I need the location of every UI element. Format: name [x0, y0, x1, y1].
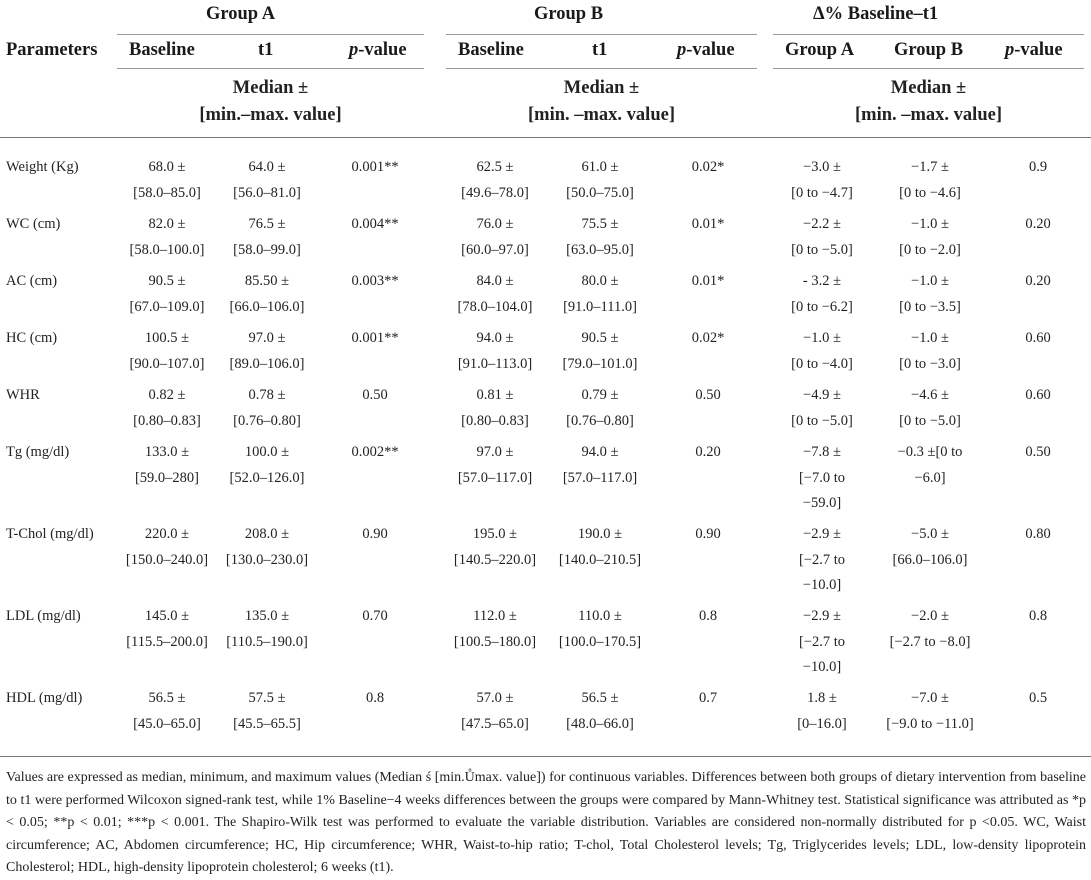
cell-line: 145.0 ± — [144, 608, 190, 624]
cell-line: [47.5–65.0] — [461, 715, 529, 732]
cell-b-p: 0.50 — [695, 387, 721, 403]
cell-line: [52.0–126.0] — [229, 469, 305, 486]
a-baseline-heading: Baseline — [129, 40, 195, 60]
cell-a-t1 — [233, 686, 301, 737]
cell-line: −1.0 ± — [911, 273, 949, 289]
cell-d-b — [890, 604, 971, 655]
cell-d-b — [899, 269, 961, 320]
cell-d-a — [799, 440, 845, 517]
cell-line: −1.0 ± — [911, 216, 949, 232]
cell-a-p: 0.70 — [362, 608, 388, 624]
cell-line: [0 to −4.0] — [791, 355, 853, 372]
cell-line: [48.0–66.0] — [566, 715, 634, 732]
cell-line: [89.0–106.0] — [229, 355, 305, 372]
cell-line: 135.0 ± — [244, 608, 290, 624]
cell-line: [−2.7 to −8.0] — [889, 633, 971, 650]
cell-line: [58.0–99.0] — [233, 241, 301, 258]
cell-line: [0 to −2.0] — [899, 241, 961, 258]
cell-a-base — [135, 440, 199, 491]
cell-line: 0.81 ± — [476, 387, 514, 403]
cell-d-p: 0.5 — [1028, 690, 1048, 706]
cell-a-t1 — [233, 383, 301, 434]
cell-d-a — [799, 604, 845, 681]
cell-line: [78.0–104.0] — [457, 298, 533, 315]
cell-line: 0.82 ± — [148, 387, 186, 403]
cell-a-base — [130, 269, 205, 320]
cell-line: [0 to −5.0] — [791, 412, 853, 429]
cell-d-p: 0.8 — [1028, 608, 1048, 624]
cell-line: [60.0–97.0] — [461, 241, 529, 258]
cell-a-t1 — [233, 212, 301, 263]
b-summary-heading: Median ± [min. –max. value] — [528, 78, 675, 125]
cell-line: −7.0 ± — [911, 690, 949, 706]
cell-line: −3.0 ± — [803, 159, 841, 175]
cell-line: [59.0–280] — [134, 469, 200, 486]
cell-line: 100.0 ± — [244, 444, 290, 460]
cell-b-t1 — [566, 212, 634, 263]
row-label: HC (cm) — [6, 330, 58, 346]
cell-d-b — [899, 326, 961, 377]
cell-line: 208.0 ± — [244, 526, 290, 542]
cell-line: −2.9 ± — [803, 526, 841, 542]
cell-a-base — [133, 383, 201, 434]
cell-a-base — [130, 212, 205, 263]
cell-d-p: 0.9 — [1028, 159, 1048, 175]
cell-b-base — [461, 212, 529, 263]
cell-line: 62.5 ± — [476, 159, 514, 175]
cell-d-b — [893, 522, 968, 573]
cell-line: [90.0–107.0] — [129, 355, 205, 372]
cell-a-t1 — [233, 155, 301, 206]
cell-line: [63.0–95.0] — [566, 241, 634, 258]
cell-line: [0 to −5.0] — [899, 412, 961, 429]
cell-line: [115.5–200.0] — [126, 633, 208, 650]
cell-line: - 3.2 ± — [802, 273, 842, 289]
delta-summary-heading: Median ± [min. –max. value] — [855, 78, 1002, 125]
cell-d-a — [791, 269, 853, 320]
cell-line: [100.5–180.0] — [453, 633, 537, 650]
cell-b-p: 0.8 — [698, 608, 718, 624]
cell-a-p: 0.90 — [362, 526, 388, 542]
cell-a-t1 — [230, 326, 305, 377]
cell-line: 85.50 ± — [244, 273, 290, 289]
cell-line: 68.0 ± — [148, 159, 186, 175]
cell-line: 0.79 ± — [581, 387, 619, 403]
a-pvalue-heading: p-value — [349, 40, 407, 60]
cell-b-base — [458, 440, 532, 491]
cell-line: −5.0 ± — [911, 526, 949, 542]
cell-d-a — [791, 155, 853, 206]
row-label: Weight (Kg) — [6, 159, 79, 175]
cell-line: 100.5 ± — [144, 330, 190, 346]
cell-line: 133.0 ± — [144, 444, 190, 460]
cell-d-a — [791, 383, 853, 434]
cell-line: [91.0–111.0] — [563, 298, 637, 315]
cell-d-a — [797, 686, 847, 737]
delta-subheading-rule — [773, 68, 1084, 69]
cell-line: [57.0–117.0] — [562, 469, 638, 486]
row-label: WC (cm) — [6, 216, 61, 232]
cell-line: [0 to −6.2] — [791, 298, 853, 315]
cell-line: [100.0–170.5] — [558, 633, 642, 650]
cell-line: [0 to −3.0] — [899, 355, 961, 372]
cell-line: [140.5–220.0] — [453, 551, 537, 568]
b-baseline-heading: Baseline — [458, 40, 524, 60]
a-subheading-rule — [117, 68, 424, 69]
cell-line: −1.0 ± — [803, 330, 841, 346]
cell-line: 61.0 ± — [581, 159, 619, 175]
cell-line: −6.0] — [914, 469, 946, 486]
cell-b-p: 0.90 — [695, 526, 721, 542]
cell-a-base — [126, 522, 208, 573]
cell-a-t1 — [230, 269, 305, 320]
cell-line: 75.5 ± — [581, 216, 619, 232]
cell-line: 1.8 ± — [807, 690, 837, 706]
cell-line: [0 to −4.6] — [899, 184, 961, 201]
row-label: AC (cm) — [6, 273, 58, 289]
cell-d-b — [899, 155, 961, 206]
cell-line: [57.0–117.0] — [457, 469, 533, 486]
cell-b-t1 — [563, 440, 637, 491]
row-label: HDL (mg/dl) — [6, 690, 83, 706]
cell-line: [50.0–75.0] — [566, 184, 634, 201]
cell-b-base — [461, 686, 529, 737]
cell-line: −1.7 ± — [911, 159, 949, 175]
cell-line: [66.0–106.0] — [229, 298, 305, 315]
cell-d-p: 0.80 — [1025, 526, 1051, 542]
cell-line: −2.9 ± — [803, 608, 841, 624]
cell-d-p: 0.60 — [1025, 330, 1051, 346]
cell-d-p: 0.20 — [1025, 216, 1051, 232]
cell-b-base — [461, 383, 529, 434]
cell-a-p: 0.002** — [351, 444, 399, 460]
cell-line: [56.0–81.0] — [233, 184, 301, 201]
cell-line: 112.0 ± — [473, 608, 517, 624]
cell-line: [0.80–0.83] — [133, 412, 201, 429]
cell-d-b — [899, 383, 961, 434]
cell-a-p: 0.50 — [362, 387, 388, 403]
cell-b-t1 — [563, 269, 637, 320]
cell-line: 64.0 ± — [248, 159, 286, 175]
cell-line: [0.76–0.80] — [233, 412, 301, 429]
cell-b-p: 0.20 — [695, 444, 721, 460]
cell-line: 84.0 ± — [476, 273, 514, 289]
cell-line: −59.0] — [802, 495, 842, 511]
b-pvalue-heading: p-value — [677, 40, 735, 60]
b-t1-heading: t1 — [592, 40, 608, 60]
row-label: LDL (mg/dl) — [6, 608, 81, 624]
cell-line: [110.5–190.0] — [226, 633, 308, 650]
cell-line: [0.76–0.80] — [566, 412, 634, 429]
cell-line: −10.0] — [802, 659, 842, 675]
cell-a-t1 — [230, 440, 305, 491]
cell-line: 190.0 ± — [577, 526, 623, 542]
cell-line: [0 to −3.5] — [899, 298, 961, 315]
cell-line: [91.0–113.0] — [457, 355, 533, 372]
a-t1-heading: t1 — [258, 40, 274, 60]
cell-line: [0 to −4.7] — [791, 184, 853, 201]
cell-b-p: 0.01* — [691, 273, 725, 289]
cell-line: [45.0–65.0] — [133, 715, 201, 732]
row-label: T-Chol (mg/dl) — [6, 526, 94, 542]
table-footnote: Values are expressed as median, minimum, and maximum values (Median ś [min.Ůmax. value]) for continuous variables. Differences between both groups of dietary intervention from baseline to t1 were performed Wilcoxon signed-rank test, while 1% Baseline−4 weeks differences between the groups were compared by Mann-Whitney test. Statistical significance was attributed as *p < 0.05; **p < 0.01; ***p < 0.001. The Shapiro-Wilk test was performed to evaluate the variable distribution. Variables are considered non-normally distributed for p <0.05. WC, Waist circumference; AC, Abdomen circumference; HC, Hip circumference; WHR, Waist-to-hip ratio; T-chol, Total Cholesterol levels; Tg, Triglycerides levels; LDL, low-density lipoprotein Cholesterol; HDL, high-density lipoprotein cholesterol; 6 weeks (t1). — [6, 770, 1086, 876]
cell-a-p: 0.8 — [365, 690, 385, 706]
cell-b-base — [461, 155, 529, 206]
cell-line: 56.5 ± — [581, 690, 619, 706]
cell-d-a — [799, 522, 845, 599]
cell-line: −7.8 ± — [803, 444, 841, 460]
cell-line: [150.0–240.0] — [125, 551, 209, 568]
cell-line: 57.0 ± — [476, 690, 514, 706]
cell-d-b — [899, 212, 961, 263]
header-bottom-rule — [0, 137, 1091, 138]
cell-line: [0 to −5.0] — [791, 241, 853, 258]
cell-a-base — [133, 155, 201, 206]
cell-line: 0.78 ± — [248, 387, 286, 403]
row-label: Tg (mg/dl) — [6, 444, 70, 460]
cell-line: [58.0–85.0] — [133, 184, 201, 201]
cell-line: −2.0 ± — [911, 608, 949, 624]
cell-line: 90.5 ± — [581, 330, 619, 346]
cell-line: [140.0–210.5] — [558, 551, 642, 568]
delta-heading: Δ% Baseline–t1 — [813, 4, 939, 24]
cell-line: −4.6 ± — [911, 387, 949, 403]
cell-line: 56.5 ± — [148, 690, 186, 706]
group-b-underline — [446, 34, 757, 35]
cell-a-t1 — [226, 522, 308, 573]
cell-a-p: 0.001** — [351, 330, 399, 346]
cell-line: −10.0] — [802, 577, 842, 593]
cell-line: [−9.0 to −11.0] — [886, 715, 974, 732]
cell-b-base — [454, 522, 536, 573]
delta-group-b-heading: Group B — [894, 40, 964, 60]
cell-line: [130.0–230.0] — [225, 551, 309, 568]
cell-line: [49.6–78.0] — [461, 184, 529, 201]
cell-d-b — [886, 686, 974, 737]
cell-b-p: 0.02* — [691, 159, 725, 175]
cell-b-p: 0.7 — [698, 690, 718, 706]
cell-line: 97.0 ± — [476, 444, 514, 460]
cell-line: [45.5–65.5] — [233, 715, 301, 732]
cell-line: 110.0 ± — [578, 608, 622, 624]
cell-line: 97.0 ± — [248, 330, 286, 346]
cell-a-p: 0.004** — [351, 216, 399, 232]
delta-group-a-heading: Group A — [785, 40, 855, 60]
group-a-heading: Group A — [206, 4, 276, 24]
cell-line: [58.0–100.0] — [129, 241, 205, 258]
delta-underline — [773, 34, 1084, 35]
table-bottom-rule — [0, 756, 1091, 757]
cell-line: [0–16.0] — [797, 715, 847, 732]
cell-a-p: 0.003** — [351, 273, 399, 289]
cell-line: −0.3 ±[0 to — [897, 444, 963, 460]
cell-b-t1 — [566, 686, 634, 737]
cell-line: 94.0 ± — [476, 330, 514, 346]
cell-line: 82.0 ± — [148, 216, 186, 232]
cell-line: [−2.7 to — [798, 633, 846, 650]
cell-d-p: 0.60 — [1025, 387, 1051, 403]
cell-b-base — [458, 269, 533, 320]
group-a-underline — [117, 34, 424, 35]
cell-b-base — [454, 604, 536, 655]
cell-line: 90.5 ± — [148, 273, 186, 289]
cell-a-t1 — [226, 604, 308, 655]
cell-d-a — [791, 212, 853, 263]
cell-line: 80.0 ± — [581, 273, 619, 289]
cell-b-base — [458, 326, 532, 377]
cell-line: −1.0 ± — [911, 330, 949, 346]
cell-line: 76.0 ± — [476, 216, 514, 232]
cell-d-a — [791, 326, 853, 377]
cell-b-t1 — [563, 326, 638, 377]
cell-b-t1 — [566, 383, 634, 434]
cell-line: 220.0 ± — [144, 526, 190, 542]
cell-line: [67.0–109.0] — [129, 298, 205, 315]
cell-d-p: 0.20 — [1025, 273, 1051, 289]
a-summary-heading: Median ± [min.–max. value] — [199, 78, 342, 125]
cell-line: −2.2 ± — [803, 216, 841, 232]
cell-line: 195.0 ± — [472, 526, 518, 542]
cell-b-t1 — [559, 604, 641, 655]
cell-line: [79.0–101.0] — [562, 355, 638, 372]
cell-line: 57.5 ± — [248, 690, 286, 706]
cell-line: [66.0–106.0] — [892, 551, 968, 568]
cell-line: [−2.7 to — [798, 551, 846, 568]
cell-a-base — [126, 604, 208, 655]
cell-line: −4.9 ± — [803, 387, 841, 403]
cell-line: 94.0 ± — [581, 444, 619, 460]
cell-line: [−7.0 to — [798, 469, 846, 486]
cell-b-p: 0.02* — [691, 330, 725, 346]
row-label: WHR — [6, 387, 40, 403]
parameters-heading: Parameters — [6, 40, 98, 60]
delta-pvalue-heading: p-value — [1005, 40, 1063, 60]
cell-a-base — [130, 326, 205, 377]
cell-d-p: 0.50 — [1025, 444, 1051, 460]
b-subheading-rule — [446, 68, 757, 69]
cell-b-p: 0.01* — [691, 216, 725, 232]
cell-a-p: 0.001** — [351, 159, 399, 175]
cell-a-base — [133, 686, 201, 737]
cell-d-b — [898, 440, 963, 491]
cell-b-t1 — [566, 155, 634, 206]
group-b-heading: Group B — [534, 4, 604, 24]
cell-b-t1 — [559, 522, 641, 573]
cell-line: [0.80–0.83] — [461, 412, 529, 429]
cell-line: 76.5 ± — [248, 216, 286, 232]
